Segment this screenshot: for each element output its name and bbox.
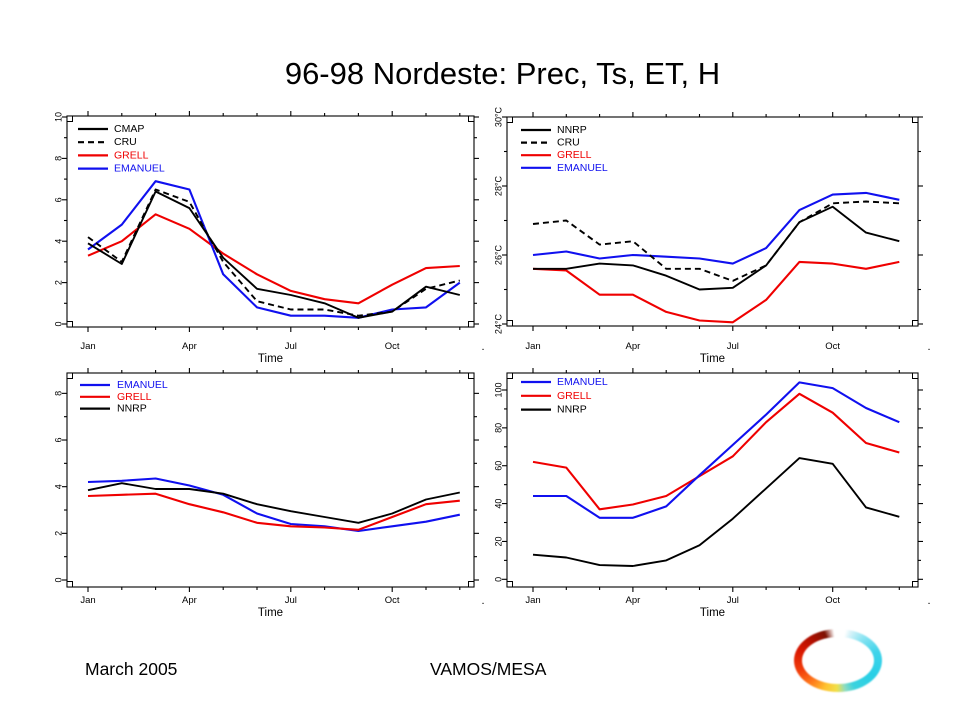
legend-label-CMAP: CMAP — [114, 123, 145, 135]
legend — [521, 124, 608, 174]
legend — [80, 379, 168, 415]
plot-box — [67, 373, 474, 587]
corner-notch — [507, 373, 513, 379]
x-axis-title: Time — [699, 607, 726, 619]
y-tick-label: 40 — [493, 498, 504, 509]
x-tick-label: Oct — [825, 595, 841, 606]
corner-notch — [67, 373, 73, 379]
axes — [62, 368, 479, 592]
legend-label-GRELL: GRELL — [117, 390, 152, 403]
clipped-tick-label: . — [481, 595, 485, 607]
x-tick-label: Jan — [525, 341, 541, 352]
clipped-tick-label: . — [481, 341, 485, 353]
plot-box — [507, 373, 918, 587]
series-EMANUEL — [88, 479, 460, 532]
vamos-ring-logo — [794, 629, 882, 692]
logo-hole — [802, 637, 874, 684]
chart-et — [40, 357, 495, 622]
legend-label-GRELL: GRELL — [557, 149, 592, 162]
x-tick-label: Jan — [80, 595, 96, 606]
series-NNRP — [533, 458, 899, 566]
y-tick-label: 30°C — [493, 106, 504, 128]
y-tick-label: 26°C — [493, 244, 504, 266]
corner-notch — [913, 117, 919, 123]
series-lines — [533, 193, 899, 322]
corner-notch — [469, 322, 475, 328]
y-tick-label: 100 — [493, 382, 504, 398]
x-axis-title: Time — [257, 353, 284, 365]
series-GRELL — [88, 494, 460, 530]
y-tick-label: 4 — [53, 484, 64, 490]
axes — [62, 111, 479, 332]
legend-label-EMANUEL: EMANUEL — [557, 161, 608, 174]
plot-box — [507, 117, 918, 326]
y-tick-label: 0 — [53, 321, 64, 327]
series-lines — [88, 181, 460, 318]
y-tick-label: 10 — [53, 111, 64, 123]
chart-h — [480, 357, 940, 622]
series-GRELL — [533, 262, 899, 322]
series-GRELL — [533, 394, 899, 510]
legend-label-CRU: CRU — [557, 136, 580, 149]
y-tick-label: 0 — [53, 577, 64, 583]
series-CMAP — [88, 192, 460, 318]
corner-notch — [913, 321, 919, 327]
x-tick-label: Apr — [625, 341, 641, 352]
x-tick-label: Jul — [726, 595, 739, 606]
legend-label-NNRP: NNRP — [557, 403, 587, 416]
corner-notch — [67, 116, 73, 122]
x-tick-label: Oct — [384, 341, 400, 352]
series-lines — [88, 479, 460, 532]
x-tick-label: Jul — [284, 595, 297, 606]
x-tick-label: Oct — [384, 595, 400, 606]
legend-label-GRELL: GRELL — [557, 389, 592, 402]
y-tick-label: 2 — [53, 280, 64, 286]
series-GRELL — [88, 214, 460, 303]
axes — [502, 112, 923, 331]
chart-ts — [480, 100, 940, 370]
series-NNRP — [88, 483, 460, 523]
legend-label-NNRP: NNRP — [117, 402, 147, 415]
x-axis-title: Time — [257, 607, 284, 619]
y-tick-label: 6 — [53, 197, 64, 203]
y-tick-label: 8 — [53, 155, 64, 161]
y-tick-label: 28°C — [493, 175, 504, 197]
y-tick-label: 20 — [493, 536, 504, 547]
plot-box — [67, 116, 474, 327]
series-EMANUEL — [533, 193, 899, 264]
series-NNRP — [533, 207, 899, 290]
x-tick-label: Jul — [726, 341, 739, 352]
legend-label-EMANUEL: EMANUEL — [117, 379, 168, 391]
series-EMANUEL — [533, 382, 899, 517]
y-tick-label: 8 — [53, 390, 64, 396]
legend — [521, 376, 608, 416]
series-EMANUEL — [88, 181, 460, 318]
corner-notch — [913, 373, 919, 379]
corner-notch — [507, 321, 513, 327]
y-tick-label: 60 — [493, 460, 504, 471]
legend-label-EMANUEL: EMANUEL — [557, 376, 608, 388]
clipped-tick-label: . — [927, 595, 931, 607]
y-tick-label: 6 — [53, 437, 64, 443]
clipped-tick-label: . — [927, 341, 931, 353]
legend-label-EMANUEL: EMANUEL — [114, 162, 165, 175]
series-CRU — [88, 190, 460, 316]
corner-notch — [913, 582, 919, 588]
y-tick-label: 2 — [53, 530, 64, 536]
series-lines — [533, 382, 899, 566]
legend — [78, 123, 165, 175]
corner-notch — [469, 373, 475, 379]
x-tick-label: Jan — [525, 595, 541, 606]
y-tick-label: 80 — [493, 422, 504, 433]
y-tick-label: 24°C — [493, 313, 504, 335]
legend-label-GRELL: GRELL — [114, 149, 149, 162]
x-tick-label: Oct — [825, 341, 841, 352]
legend-label-NNRP: NNRP — [557, 124, 587, 136]
footer-project: VAMOS/MESA — [430, 659, 547, 679]
y-tick-label: 0 — [493, 576, 504, 582]
corner-notch — [67, 322, 73, 328]
x-axis-title: Time — [699, 353, 726, 365]
slide-title: 96-98 Nordeste: Prec, Ts, ET, H — [284, 56, 721, 91]
corner-notch — [507, 582, 513, 588]
axes — [502, 368, 923, 592]
chart-prec — [40, 100, 495, 370]
x-tick-label: Apr — [625, 595, 641, 606]
x-tick-label: Jan — [80, 341, 96, 352]
corner-notch — [469, 582, 475, 588]
corner-notch — [67, 582, 73, 588]
series-CRU — [533, 202, 899, 281]
footer-date: March 2005 — [85, 659, 178, 679]
corner-notch — [469, 116, 475, 122]
x-tick-label: Jul — [284, 341, 297, 352]
corner-notch — [507, 117, 513, 123]
y-tick-label: 4 — [53, 238, 64, 244]
x-tick-label: Apr — [182, 341, 197, 352]
legend-label-CRU: CRU — [114, 136, 137, 149]
x-tick-label: Apr — [182, 595, 197, 606]
